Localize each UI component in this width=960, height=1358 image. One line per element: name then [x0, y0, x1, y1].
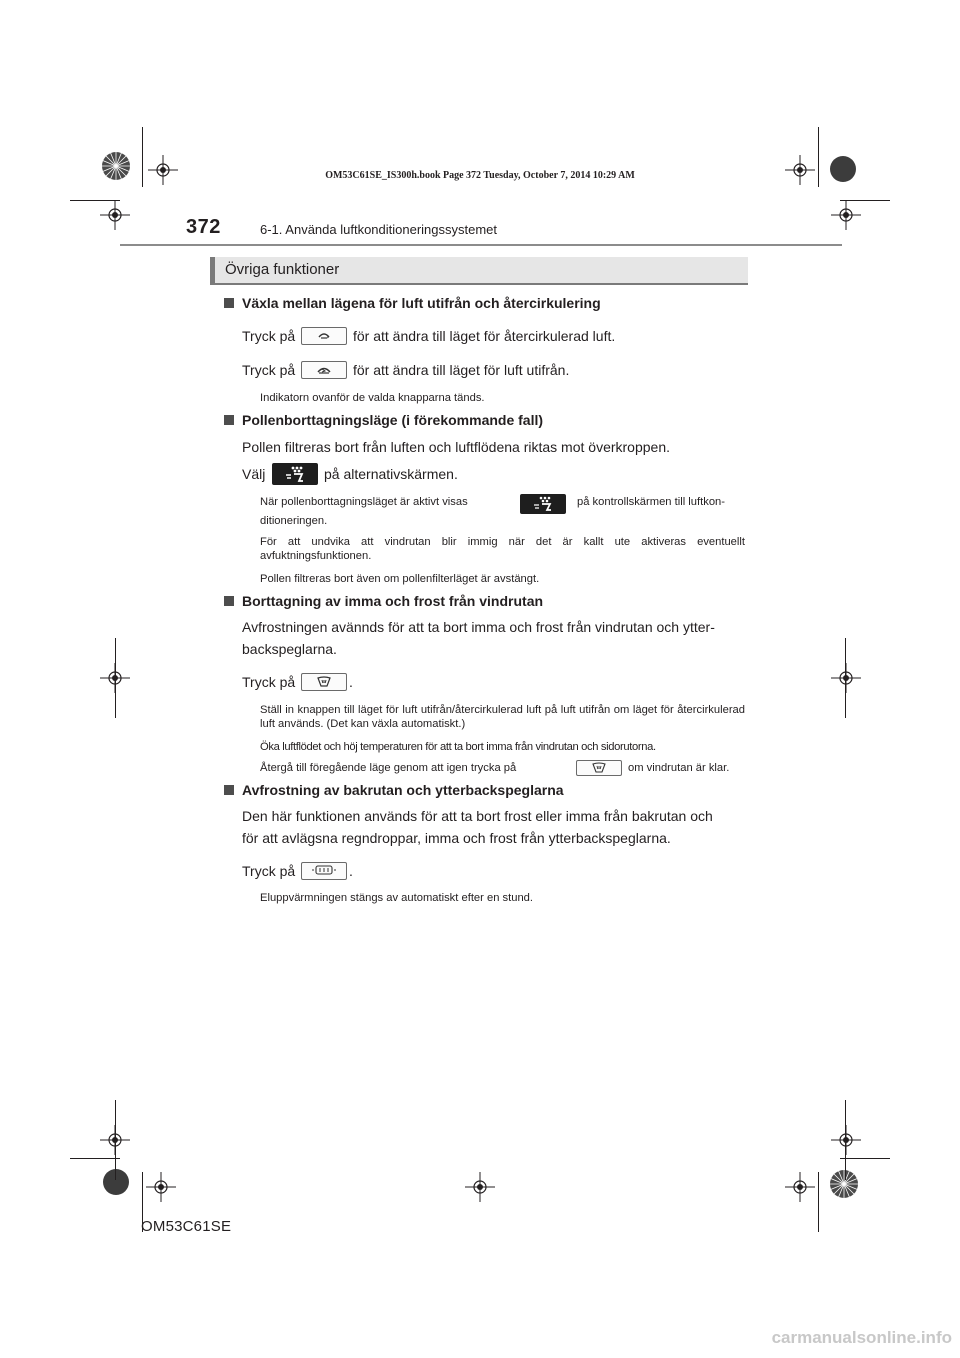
section-heading	[210, 257, 748, 285]
square-bullet-icon	[224, 415, 234, 425]
recirculated-air-icon	[301, 327, 347, 345]
square-bullet-icon	[224, 298, 234, 308]
body-text: för att avlägsna regndroppar, imma och frost från ytterbackspeglarna.	[242, 830, 671, 846]
pollen-mode-icon	[520, 494, 566, 514]
note: Återgå till föregående läge genom att igen trycka på	[260, 762, 517, 774]
crosshair-icon	[831, 200, 861, 230]
subsection-title: Borttagning av imma och frost från vindrutan	[242, 593, 544, 609]
windshield-defogger-icon	[576, 760, 622, 776]
crosshair-icon	[465, 1172, 495, 1202]
note: För att undvika att vindrutan blir immig när det är kallt ute aktiveras eventuellt avfuktningsfunktionen.	[260, 536, 745, 562]
note: När pollenborttagningsläget är aktivt visas	[260, 496, 468, 508]
instruction-text: .	[349, 863, 353, 879]
crosshair-icon	[831, 1125, 861, 1155]
pollen-mode-icon	[272, 463, 318, 485]
subsection-title: Växla mellan lägena för luft utifrån och återcirkulering	[242, 295, 601, 311]
crosshair-icon	[785, 1172, 815, 1202]
rear-window-defogger-icon	[301, 862, 347, 880]
instruction-text: för att ändra till läget för återcirkulerad luft.	[353, 328, 616, 344]
note: Indikatorn ovanför de valda knapparna tänds.	[260, 392, 485, 404]
square-bullet-icon	[224, 596, 234, 606]
instruction-line: Tryck på	[242, 328, 296, 344]
note: om vindrutan är klar.	[628, 762, 730, 774]
body-text: backspeglarna.	[242, 641, 337, 657]
registration-mark-icon	[102, 1168, 130, 1196]
page-number: 372	[186, 216, 221, 238]
crosshair-icon	[100, 200, 130, 230]
instruction-line: Tryck på	[242, 362, 296, 378]
instruction-text: för att ändra till läget för luft utifrån.	[353, 362, 570, 378]
instruction-line: Tryck på	[242, 674, 296, 690]
crosshair-icon	[831, 663, 861, 693]
square-bullet-icon	[224, 785, 234, 795]
instruction-line: Tryck på	[242, 863, 296, 879]
instruction-line: Välj	[242, 466, 266, 482]
file-header: OM53C61SE_IS300h.book Page 372 Tuesday, October 7, 2014 10:29 AM	[325, 170, 635, 181]
chapter-title: 6-1. Använda luftkonditioneringssystemet	[260, 222, 498, 237]
note: Eluppvärmningen stängs av automatiskt efter en stund.	[260, 892, 534, 904]
body-text: Den här funktionen används för att ta bort frost eller imma från bakrutan och	[242, 808, 713, 824]
subsection-title: Pollenborttagningsläge (i förekommande fall)	[242, 412, 544, 428]
note: ditioneringen.	[260, 515, 328, 527]
watermark: carmanualsonline.info	[771, 1328, 952, 1347]
note: på kontrollskärmen till luftkon-	[577, 496, 725, 508]
body-text: Avfrostningen avännds för att ta bort imma och frost från vindrutan och ytter-	[242, 619, 715, 635]
subsection-title: Avfrostning av bakrutan och ytterbackspeglarna	[242, 782, 564, 798]
note: Öka luftflödet och höj temperaturen för att ta bort imma från vindrutan och sidorutorna.	[260, 741, 656, 753]
header-rule	[120, 244, 842, 246]
crosshair-icon	[146, 1172, 176, 1202]
instruction-text: .	[349, 674, 353, 690]
section-title: Övriga funktioner	[225, 261, 340, 278]
instruction-text: på alternativskärmen.	[324, 466, 458, 482]
outside-air-icon	[301, 361, 347, 379]
note: Ställ in knappen till läget för luft utifrån/återcirkulerad luft på luft utifrån om läget för återcirkulerad luft används. (Det kan växla automatiskt.)	[260, 704, 745, 730]
footer-code: OM53C61SE	[141, 1218, 232, 1235]
body-text: Pollen filtreras bort från luften och luftflödena riktas mot överkroppen.	[242, 439, 670, 455]
note: Pollen filtreras bort även om pollenfilterläget är avstängt.	[260, 573, 540, 585]
registration-mark-icon	[828, 1168, 860, 1200]
windshield-defogger-icon	[301, 673, 347, 691]
